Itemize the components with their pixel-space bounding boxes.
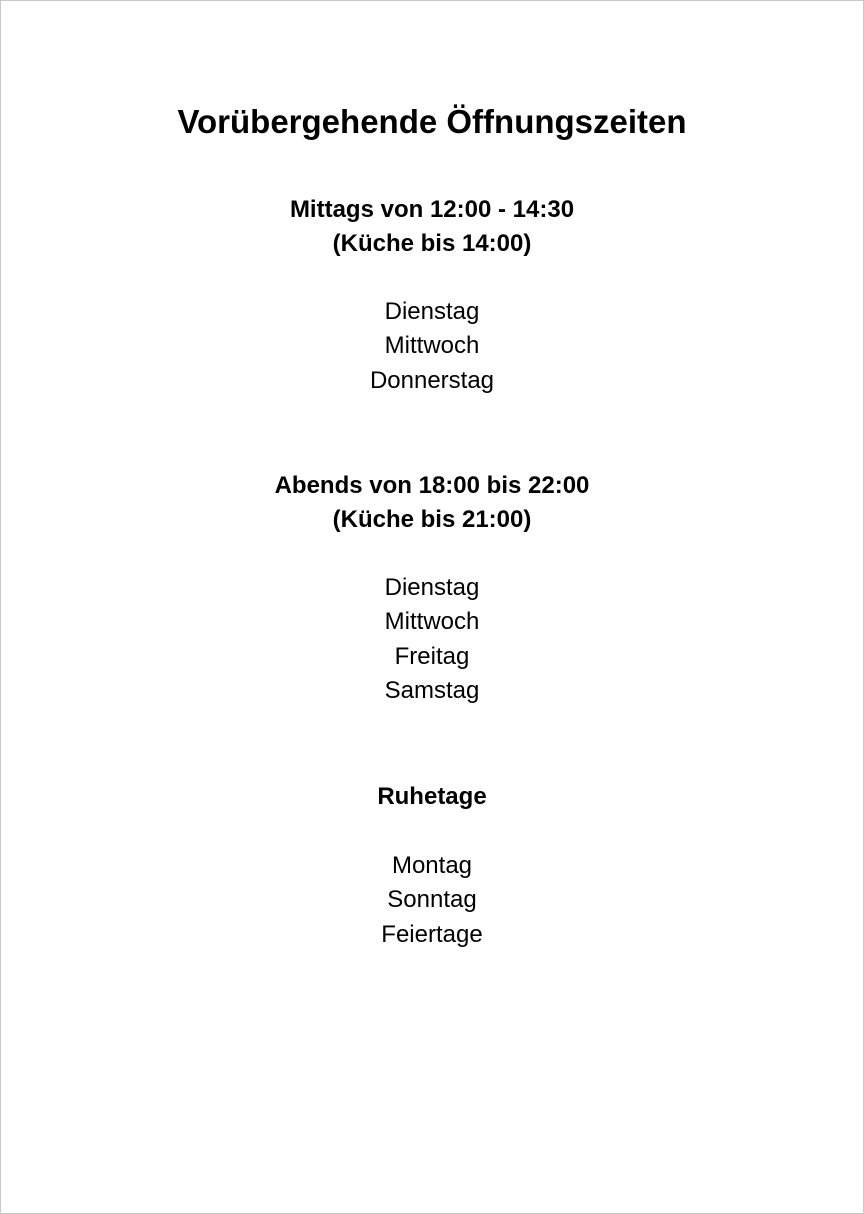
midday-hours-section [1,193,863,398]
list-item: Dienstag [384,574,480,601]
evening-day-list [1,571,863,708]
page-title: Vorübergehende Öffnungszeiten [177,103,687,140]
list-item: Sonntag [387,886,477,914]
midday-kitchen-note: (Küche bis 14:00) [332,230,532,257]
list-item: Dienstag [384,298,480,325]
midday-day-list [1,295,863,398]
list-item: Freitag [394,642,470,670]
list-item: Montag [391,852,473,879]
list-item: Feiertage [381,920,483,948]
midday-hours-heading: Mittags von 12:00 - 14:30 [289,196,575,223]
list-item: Mittwoch [384,332,480,360]
list-item: Donnerstag [369,366,495,394]
list-item: Samstag [384,676,480,704]
closed-day-list [1,849,863,952]
list-item: Mittwoch [384,608,480,636]
evening-hours-heading: Abends von 18:00 bis 22:00 [274,472,590,499]
evening-kitchen-note: (Küche bis 21:00) [332,506,532,533]
evening-hours-section [1,469,863,708]
closed-days-heading: Ruhetage [377,783,487,810]
closed-days-section [1,780,863,952]
